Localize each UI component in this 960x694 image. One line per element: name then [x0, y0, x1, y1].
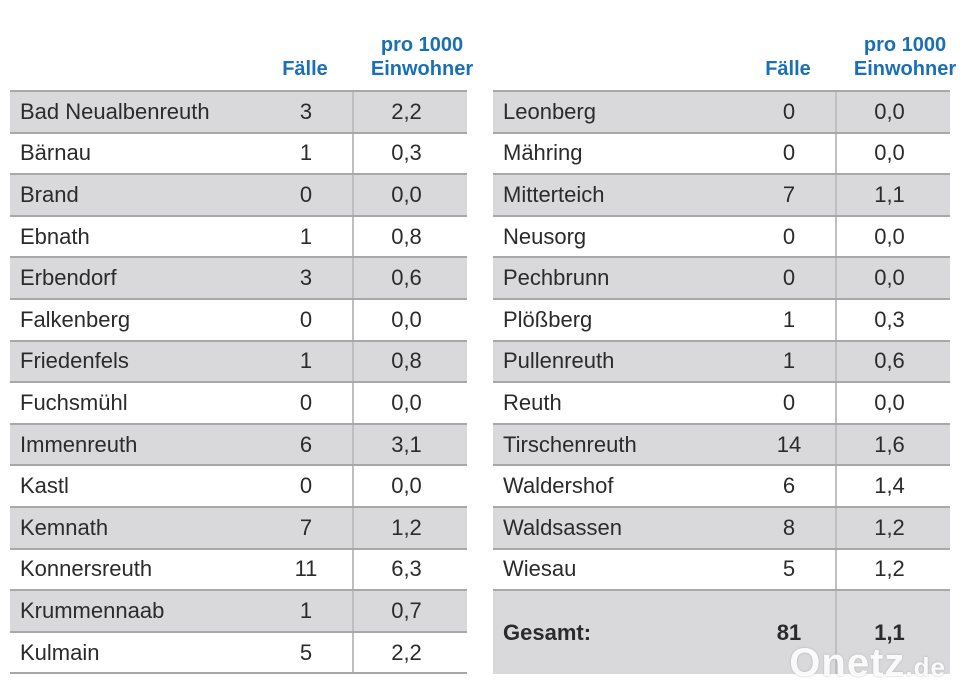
row-divider: [10, 256, 467, 258]
rate-value: 0,0: [352, 175, 459, 215]
row-divider: [493, 506, 950, 508]
total-rate: 1,1: [835, 591, 942, 674]
row-divider: [10, 506, 467, 508]
table-row: [493, 383, 950, 423]
table-row: [10, 550, 467, 590]
cases-value: 5: [782, 556, 796, 582]
cases-value: 0: [782, 265, 796, 291]
header-per-1000-line2: Einwohner: [370, 58, 474, 80]
table-row: [10, 92, 467, 132]
header-per-1000: [362, 33, 482, 81]
cases-value: 0: [299, 181, 313, 207]
table-row: [10, 258, 467, 298]
watermark-main: Onetz: [789, 641, 906, 685]
rate-value: 0,0: [835, 217, 942, 257]
header-per-1000-line1: pro 1000: [380, 34, 464, 56]
cases-value: 1: [299, 223, 313, 249]
row-divider: [493, 381, 950, 383]
table-row: [10, 175, 467, 215]
table-row: [493, 258, 950, 298]
table-row: [10, 425, 467, 465]
place-name: Konnersreuth: [20, 556, 153, 582]
place-name: Fuchsmühl: [20, 389, 128, 415]
place-name: Friedenfels: [20, 348, 129, 374]
table-row: [493, 175, 950, 215]
row-divider: [10, 132, 467, 134]
table-row: [10, 466, 467, 506]
row-divider: [10, 423, 467, 425]
rate-value: 0,6: [835, 342, 942, 382]
row-divider: [493, 548, 950, 550]
rate-value: 0,0: [352, 383, 459, 423]
table-row: [493, 134, 950, 174]
table-row: [10, 383, 467, 423]
cases-value: 0: [782, 223, 796, 249]
row-divider: [493, 132, 950, 134]
rate-value: 6,3: [352, 550, 459, 590]
row-divider: [10, 381, 467, 383]
place-name: Bad Neualbenreuth: [20, 98, 210, 124]
place-name: Neusorg: [503, 223, 587, 249]
place-name: Kastl: [20, 473, 69, 499]
rate-value: 3,1: [352, 425, 459, 465]
place-name: Kulmain: [20, 639, 100, 665]
place-name: Immenreuth: [20, 431, 138, 457]
watermark-suffix: .de: [905, 652, 946, 682]
cases-value: 1: [299, 348, 313, 374]
rate-value: 0,0: [835, 92, 942, 132]
row-divider: [493, 256, 950, 258]
table-row: [493, 425, 950, 465]
row-divider: [493, 340, 950, 342]
cases-value: 0: [299, 306, 313, 332]
row-divider: [493, 464, 950, 466]
place-name: Ebnath: [20, 223, 90, 249]
row-divider: [10, 340, 467, 342]
row-divider: [10, 548, 467, 550]
rate-value: 2,2: [352, 92, 459, 132]
row-divider: [493, 215, 950, 217]
rate-value: 0,0: [352, 300, 459, 340]
table-row: [493, 300, 950, 340]
header-per-1000-line2: Einwohner: [853, 58, 957, 80]
row-divider: [10, 173, 467, 175]
rate-value: 0,0: [352, 466, 459, 506]
table-row: [10, 591, 467, 631]
rate-value: 0,8: [352, 342, 459, 382]
cases-value: 0: [299, 389, 313, 415]
place-name: Pechbrunn: [503, 265, 610, 291]
place-name: Brand: [20, 181, 79, 207]
row-divider: [10, 589, 467, 591]
place-name: Waldershof: [503, 473, 614, 499]
table-row: [10, 633, 467, 673]
cases-value: 3: [299, 265, 313, 291]
header-faelle: Fälle: [765, 58, 811, 80]
table-row: [10, 508, 467, 548]
header-per-1000: [845, 33, 960, 81]
rate-value: 1,2: [352, 508, 459, 548]
cases-value: 0: [782, 389, 796, 415]
table-row: [10, 342, 467, 382]
total-cases: 81: [776, 619, 802, 645]
rate-value: 0,3: [835, 300, 942, 340]
rate-value: 0,0: [835, 383, 942, 423]
place-name: Tirschenreuth: [503, 431, 637, 457]
place-name: Wiesau: [503, 556, 577, 582]
rate-value: 1,2: [835, 508, 942, 548]
place-name: Leonberg: [503, 98, 596, 124]
rate-value: 0,8: [352, 217, 459, 257]
row-divider: [10, 215, 467, 217]
rate-value: 2,2: [352, 633, 459, 673]
cases-value: 1: [782, 348, 796, 374]
table-row: [493, 550, 950, 590]
table-row: [10, 300, 467, 340]
row-divider: [493, 423, 950, 425]
rate-value: 0,0: [835, 134, 942, 174]
cases-value: 0: [299, 473, 313, 499]
table-row: [10, 134, 467, 174]
row-divider: [493, 173, 950, 175]
place-name: Mähring: [503, 140, 583, 166]
cases-value: 1: [299, 597, 313, 623]
table-row: [10, 217, 467, 257]
table-row: [493, 217, 950, 257]
cases-value: 8: [782, 514, 796, 540]
place-name: Bärnau: [20, 140, 91, 166]
cases-value: 14: [776, 431, 802, 457]
place-name: Waldsassen: [503, 514, 623, 540]
place-name: Falkenberg: [20, 306, 131, 332]
place-name: Reuth: [503, 389, 562, 415]
cases-value: 6: [299, 431, 313, 457]
rate-value: 0,0: [835, 258, 942, 298]
row-divider: [493, 90, 950, 92]
row-divider: [10, 90, 467, 92]
rate-value: 1,4: [835, 466, 942, 506]
cases-value: 7: [299, 514, 313, 540]
row-divider: [493, 298, 950, 300]
row-divider: [10, 298, 467, 300]
rate-value: 1,6: [835, 425, 942, 465]
place-name: Mitterteich: [503, 181, 605, 207]
rate-value: 0,6: [352, 258, 459, 298]
rate-value: 0,7: [352, 591, 459, 631]
cases-value: 5: [299, 639, 313, 665]
place-name: Kemnath: [20, 514, 109, 540]
cases-value: 1: [299, 140, 313, 166]
row-divider: [10, 464, 467, 466]
table-row: [493, 342, 950, 382]
row-divider: [10, 631, 467, 633]
table-row: [493, 466, 950, 506]
onetz-watermark: [789, 641, 946, 686]
total-label: Gesamt:: [503, 619, 592, 645]
cases-value: 6: [782, 473, 796, 499]
table-row: [493, 508, 950, 548]
rate-value: 0,3: [352, 134, 459, 174]
place-name: Erbendorf: [20, 265, 117, 291]
cases-value: 11: [294, 556, 318, 582]
header-per-1000-line1: pro 1000: [863, 34, 947, 56]
cases-value: 0: [782, 98, 796, 124]
row-divider: [10, 672, 467, 674]
cases-value: 1: [782, 306, 796, 332]
cases-value: 3: [299, 98, 313, 124]
table-row: [493, 92, 950, 132]
rate-value: 1,1: [835, 175, 942, 215]
cases-value: 0: [782, 140, 796, 166]
place-name: Plößberg: [503, 306, 593, 332]
place-name: Krummennaab: [20, 597, 165, 623]
rate-value: 1,2: [835, 550, 942, 590]
header-faelle: Fälle: [282, 58, 328, 80]
place-name: Pullenreuth: [503, 348, 615, 374]
cases-value: 7: [782, 181, 796, 207]
